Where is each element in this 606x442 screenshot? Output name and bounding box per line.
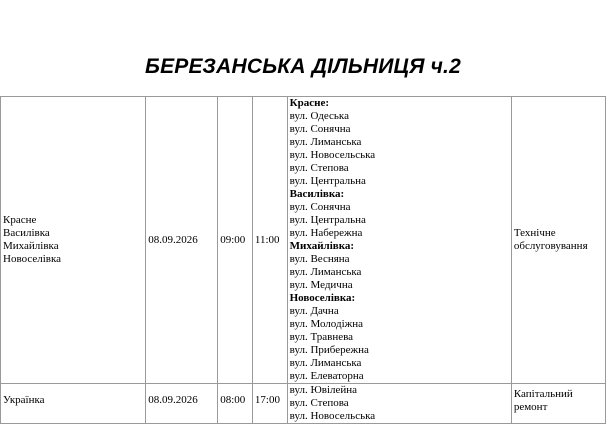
street-item: вул. Медична [289,279,353,291]
settlement-name: Новоселівка [3,253,62,265]
outage-schedule-table [0,96,606,424]
street-item: вул. Елеваторна [289,370,364,382]
street-item: вул. Весняна [289,253,350,265]
work-type-text: обслуговування [513,240,588,252]
time-to-cell: 17:00 [252,384,287,424]
table-row [1,97,606,384]
street-item: вул. Лиманська [289,136,362,148]
street-item: вул. Сонячна [289,123,351,135]
table-row [1,384,606,424]
street-item: вул. Дачна [289,305,339,317]
settlement-name: Михайлівка [3,240,59,252]
street-item: вул. Лиманська [289,357,362,369]
page-title: БЕРЕЗАНСЬКА ДІЛЬНИЦЯ ч.2 [145,55,461,78]
street-item: вул. Степова [289,162,349,174]
street-item: вул. Одеська [289,110,349,122]
street-group-title: Красне: [289,97,329,109]
date-cell: 08.09.2026 [146,384,218,424]
street-item: вул. Ювілейна [289,384,358,396]
street-item: вул. Прибережна [289,344,369,356]
street-item: вул. Молодіжна [289,318,364,330]
street-item: вул. Набережна [289,227,363,239]
street-item: вул. Лиманська [289,266,362,278]
settlements-cell [1,97,146,384]
street-item: вул. Травнева [289,331,354,343]
work-type-text: Технічне [513,227,556,239]
work-type-text: Капітальний [513,388,573,400]
work-type-text: ремонт [513,401,548,413]
street-item: вул. Степова [289,397,349,409]
street-item: вул. Центральна [289,175,366,187]
time-to-cell: 11:00 [252,97,287,384]
streets-cell [287,384,511,424]
settlement-name: Василівка [3,227,50,239]
street-group-title: Михайлівка: [289,240,355,252]
settlement-name: Красне [3,214,37,226]
street-item: вул. Центральна [289,214,366,226]
street-item: вул. Сонячна [289,201,351,213]
street-group-title: Новоселівка: [289,292,356,304]
time-from-cell: 08:00 [218,384,253,424]
settlements-cell [1,384,146,424]
street-item: вул. Новосельська [289,149,376,161]
street-item: вул. Новосельська [289,410,376,422]
work-type-cell [511,384,605,424]
time-from-cell: 09:00 [218,97,253,384]
settlement-name: Українка [3,394,45,406]
streets-cell [287,97,511,384]
date-cell: 08.09.2026 [146,97,218,384]
work-type-cell [511,97,605,384]
street-group-title: Василівка: [289,188,345,200]
